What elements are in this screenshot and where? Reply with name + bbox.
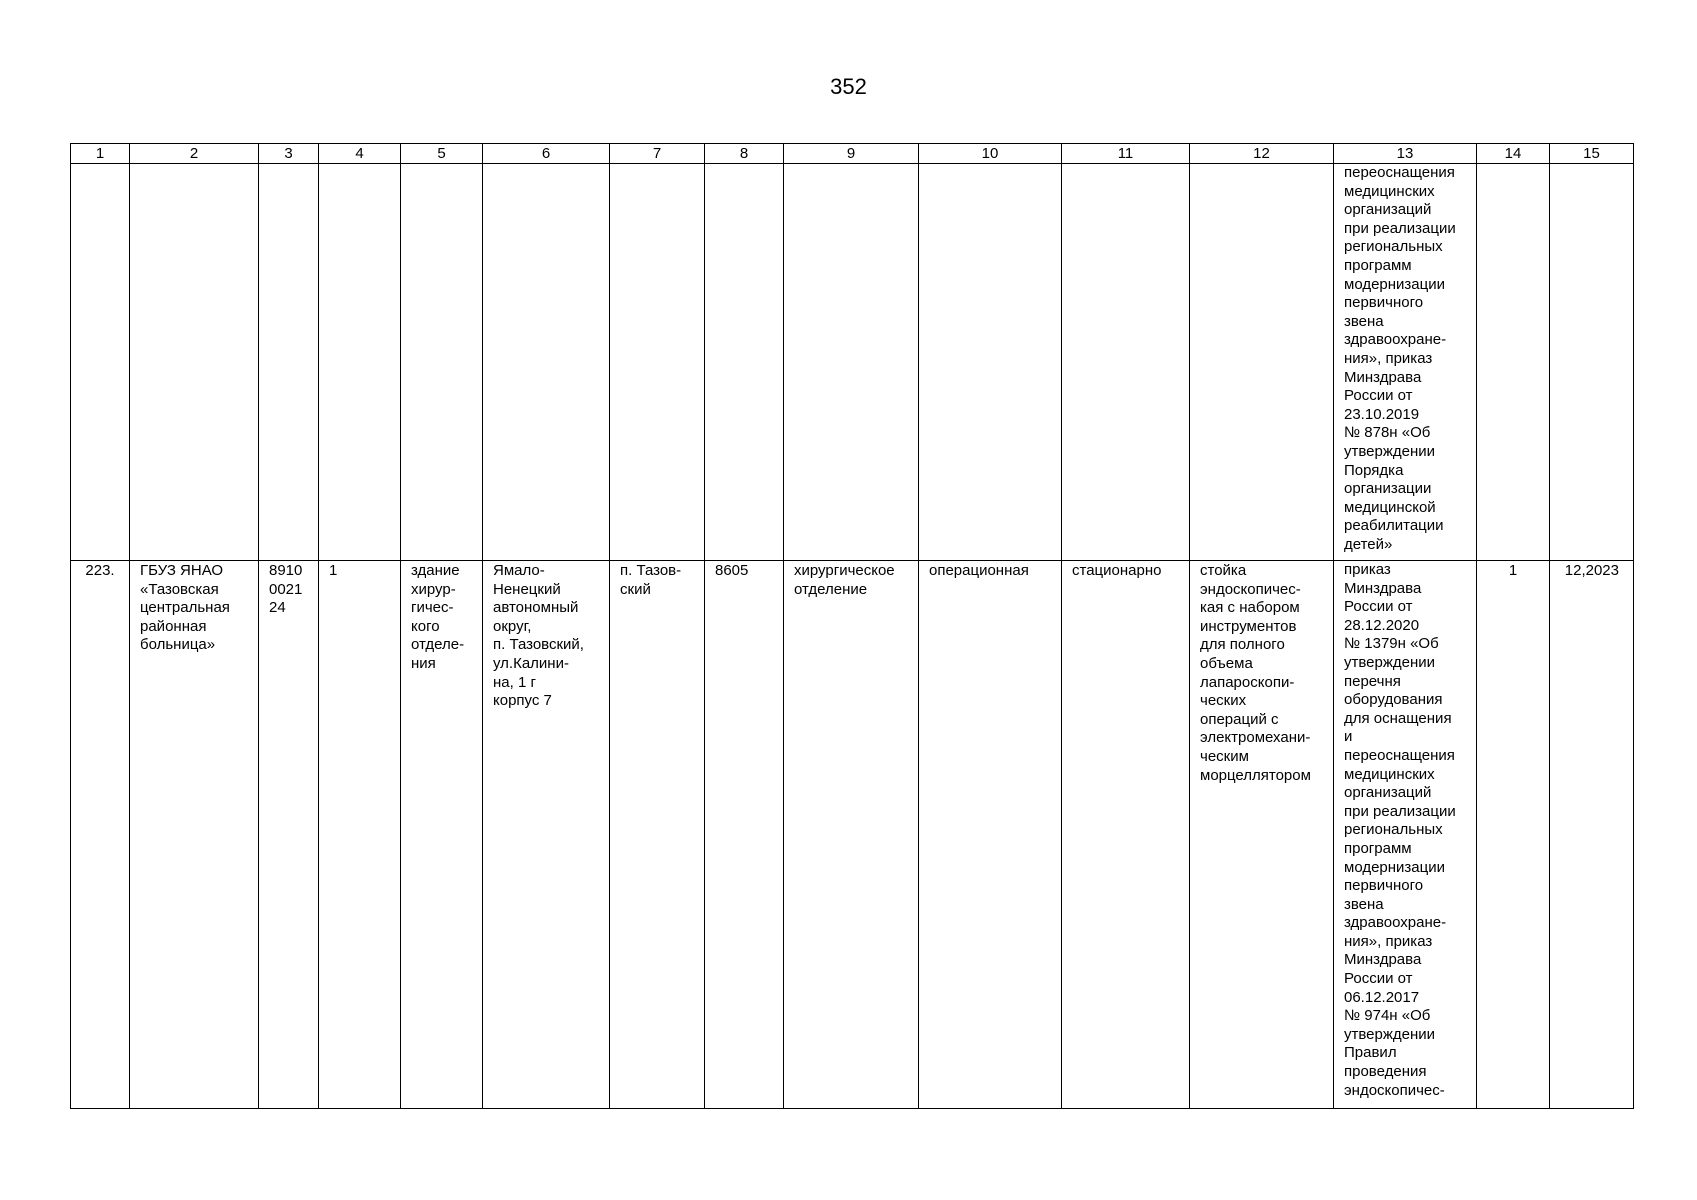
column-number-2: 2 [130, 144, 259, 164]
cell-empty [71, 164, 130, 561]
address: Ямало- Ненецкий автономный округ, п. Тазовский, ул.Калини- на, 1 г корпус 7 [493, 562, 584, 710]
building-name: здание хирур- гичес- кого отделе- ния [411, 562, 465, 672]
regulation-text-line: модернизации [1344, 858, 1445, 876]
cell-organization [130, 561, 259, 1109]
cell-settlement [610, 561, 705, 1109]
table-row-223 [71, 561, 1634, 1109]
regulation-text-line: ния», приказ [1344, 932, 1433, 950]
regulation-text-line: переоснащения [1344, 164, 1455, 181]
column-number-7: 7 [610, 144, 705, 164]
regulation-text-line: программ [1344, 256, 1412, 274]
page-number: 352 [830, 74, 867, 99]
cell-care-form [1062, 561, 1190, 1109]
regulation-text-line: региональных [1344, 238, 1443, 256]
regulation-text-line: программ [1344, 839, 1412, 857]
cell-empty [919, 164, 1062, 561]
regulation-text-line: при реализации [1344, 219, 1456, 237]
regulation-text-line: России от [1344, 970, 1413, 988]
column-number-13: 13 [1334, 144, 1477, 164]
regulation-text-line: утверждении [1344, 442, 1436, 460]
regulation-text-line: медицинских [1344, 765, 1435, 783]
equipment-count: 1 [1508, 562, 1518, 579]
cell-empty [130, 164, 259, 561]
cell-department [784, 561, 919, 1109]
regulation-text-line: оборудования [1344, 691, 1443, 709]
cell-date [1550, 561, 1634, 1109]
regulation-text-line: реабилитации [1344, 517, 1444, 535]
delivery-date: 12,2023 [1564, 562, 1619, 579]
regulation-text-line: и [1344, 728, 1353, 746]
regulation-text-line: утверждении [1344, 653, 1436, 671]
organization-code: 8910 0021 24 [269, 562, 303, 617]
column-number-8: 8 [705, 144, 784, 164]
settlement: п. Тазов- ский [620, 562, 682, 598]
column-number-3: 3 [259, 144, 319, 164]
regulation-text-line: звена [1344, 895, 1384, 913]
regulation-text-line: утверждении [1344, 1025, 1436, 1043]
cell-empty [401, 164, 483, 561]
column-number-4: 4 [319, 144, 401, 164]
column-number-6: 6 [483, 144, 610, 164]
regulation-text-lines [1334, 164, 1476, 554]
department: хирургическое отделение [794, 562, 895, 598]
regulation-text-line: Минздрава [1344, 579, 1422, 597]
regulation-text-line: эндоскопичес- [1344, 1081, 1445, 1099]
regulation-text-line: № 878н «Об [1344, 424, 1431, 442]
regulation-text-line: Минздрава [1344, 951, 1422, 969]
regulation-text-line: перечня [1344, 672, 1401, 690]
cell-empty [259, 164, 319, 561]
regulation-text-line: организаций [1344, 201, 1432, 219]
regulation-text-line: звена [1344, 312, 1384, 330]
cell-regulation [1334, 561, 1477, 1109]
regulation-text-line: организации [1344, 480, 1432, 498]
cell-building [401, 561, 483, 1109]
regulation-text-line: первичного [1344, 294, 1424, 312]
regulation-text-line: России от [1344, 598, 1413, 616]
building-count: 1 [329, 562, 338, 579]
regulation-text-line: медицинских [1344, 182, 1435, 200]
column-number-12: 12 [1190, 144, 1334, 164]
cell-empty [483, 164, 610, 561]
table-header-row [71, 144, 1634, 164]
cell-address [483, 561, 610, 1109]
column-number-11: 11 [1062, 144, 1190, 164]
column-number-5: 5 [401, 144, 483, 164]
organization-name: ГБУЗ ЯНАО «Тазовская центральная районная больница» [140, 562, 230, 654]
column-number-15: 15 [1550, 144, 1634, 164]
regulation-text-line: здравоохране- [1344, 914, 1447, 932]
cell-regulation-continued [1334, 164, 1477, 561]
cell-inn [259, 561, 319, 1109]
regulation-text-line: переоснащения [1344, 746, 1455, 764]
regulation-text-line: организаций [1344, 784, 1432, 802]
column-number-14: 14 [1477, 144, 1550, 164]
regulation-text-line: ния», приказ [1344, 349, 1433, 367]
cell-empty [319, 164, 401, 561]
cell-empty [1062, 164, 1190, 561]
regulation-text-line: 06.12.2017 [1344, 988, 1420, 1006]
equipment-table [70, 143, 1634, 1109]
cell-quantity-buildings [319, 561, 401, 1109]
okpo-code: 8605 [715, 562, 749, 579]
cell-empty [784, 164, 919, 561]
regulation-text-line: детей» [1344, 535, 1393, 553]
regulation-text-line: России от [1344, 387, 1413, 405]
regulation-text-line: проведения [1344, 1063, 1427, 1081]
regulation-text-line: № 974н «Об [1344, 1007, 1431, 1025]
regulation-text-line: региональных [1344, 821, 1443, 839]
regulation-text-line: здравоохране- [1344, 331, 1447, 349]
regulation-text-line: первичного [1344, 877, 1424, 895]
regulation-text-lines [1334, 561, 1476, 1100]
room: операционная [929, 562, 1029, 579]
row-number: 223. [85, 562, 115, 579]
cell-empty [1190, 164, 1334, 561]
column-number-1: 1 [71, 144, 130, 164]
column-number-9: 9 [784, 144, 919, 164]
regulation-text-line: Минздрава [1344, 368, 1422, 386]
regulation-text-line: 23.10.2019 [1344, 405, 1420, 423]
table-row-continuation [71, 164, 1634, 561]
regulation-text-line: 28.12.2020 [1344, 616, 1420, 634]
regulation-text-line: медицинской [1344, 498, 1436, 516]
regulation-text-line: Правил [1344, 1044, 1397, 1062]
cell-empty [705, 164, 784, 561]
regulation-text-line: при реализации [1344, 802, 1456, 820]
regulation-text-line: Порядка [1344, 461, 1404, 479]
cell-room [919, 561, 1062, 1109]
column-number-10: 10 [919, 144, 1062, 164]
regulation-text-line: модернизации [1344, 275, 1445, 293]
cell-empty [1550, 164, 1634, 561]
equipment-name: стойка эндоскопичес- кая с набором инструментов для полного объема лапароскопи- ческих операций с электромехани- ческим морцеллятором [1200, 562, 1311, 784]
cell-row-number [71, 561, 130, 1109]
care-form: стационарно [1072, 562, 1162, 579]
cell-equipment-count [1477, 561, 1550, 1109]
cell-code [705, 561, 784, 1109]
cell-empty [610, 164, 705, 561]
regulation-text-line: для оснащения [1344, 709, 1452, 727]
cell-equipment [1190, 561, 1334, 1109]
regulation-text-line: № 1379н «Об [1344, 635, 1439, 653]
cell-empty [1477, 164, 1550, 561]
regulation-text-line: приказ [1344, 561, 1391, 578]
